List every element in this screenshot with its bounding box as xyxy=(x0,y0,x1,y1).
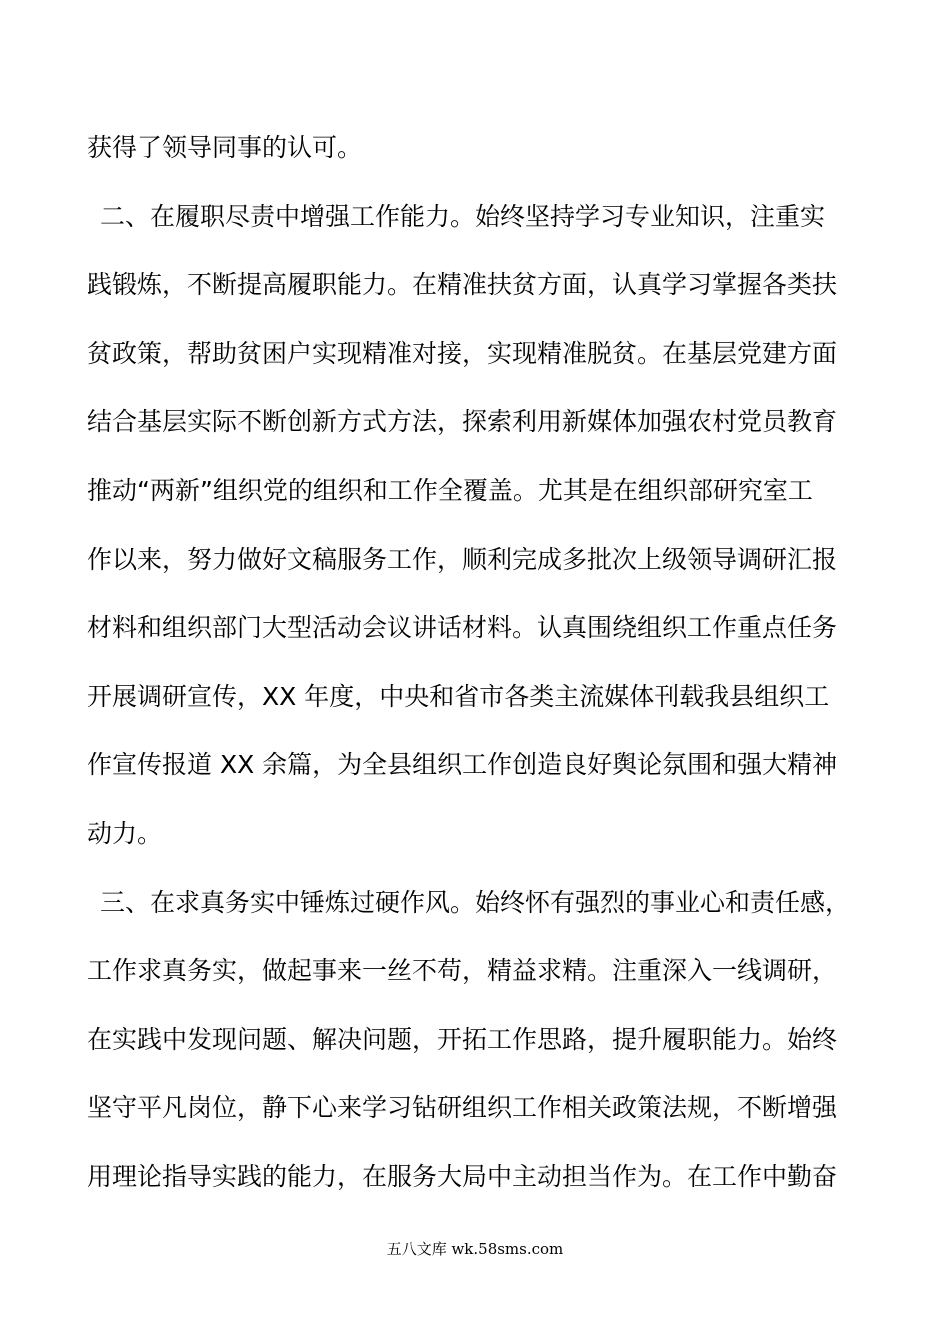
paragraph-line: 践锻炼，不断提高履职能力。在精准扶贫方面，认真学习掌握各类扶 xyxy=(87,270,838,299)
paragraph-line: 作宣传报道 XX 余篇，为全县组织工作创造良好舆论氛围和强大精神 xyxy=(87,750,838,779)
paragraph-line: 贫政策，帮助贫困户实现精准对接，实现精准脱贫。在基层党建方面 xyxy=(87,339,838,368)
page-footer: 五八文库 wk.58sms.com xyxy=(386,1240,564,1258)
paragraph-line: 获得了领导同事的认可。 xyxy=(87,133,363,162)
paragraph-line: 二、在履职尽责中增强工作能力。始终坚持学习专业知识，注重实 xyxy=(100,202,826,231)
paragraph-line: 开展调研宣传，XX 年度，中央和省市各类主流媒体刊载我县组织工 xyxy=(87,682,830,711)
paragraph-line: 动力。 xyxy=(87,819,163,848)
paragraph-line: 在实践中发现问题、解决问题，开拓工作思路，提升履职能力。始终 xyxy=(87,1025,838,1054)
paragraph-line: 作以来，努力做好文稿服务工作，顺利完成多批次上级领导调研汇报 xyxy=(87,545,838,574)
paragraph-line: 工作求真务实，做起事来一丝不苟，精益求精。注重深入一线调研， xyxy=(87,956,838,985)
paragraph-line: 坚守平凡岗位，静下心来学习钻研组织工作相关政策法规，不断增强 xyxy=(87,1093,838,1122)
paragraph-line: 材料和组织部门大型活动会议讲话材料。认真围绕组织工作重点任务 xyxy=(87,613,838,642)
paragraph-line: 结合基层实际不断创新方式方法，探索利用新媒体加强农村党员教育 xyxy=(87,407,838,436)
paragraph-line: 推动“两新”组织党的组织和工作全覆盖。尤其是在组织部研究室工 xyxy=(87,476,813,505)
paragraph-line: 三、在求真务实中锤炼过硬作风。始终怀有强烈的事业心和责任感， xyxy=(100,888,851,917)
paragraph-line: 用理论指导实践的能力，在服务大局中主动担当作为。在工作中勤奋 xyxy=(87,1162,838,1191)
